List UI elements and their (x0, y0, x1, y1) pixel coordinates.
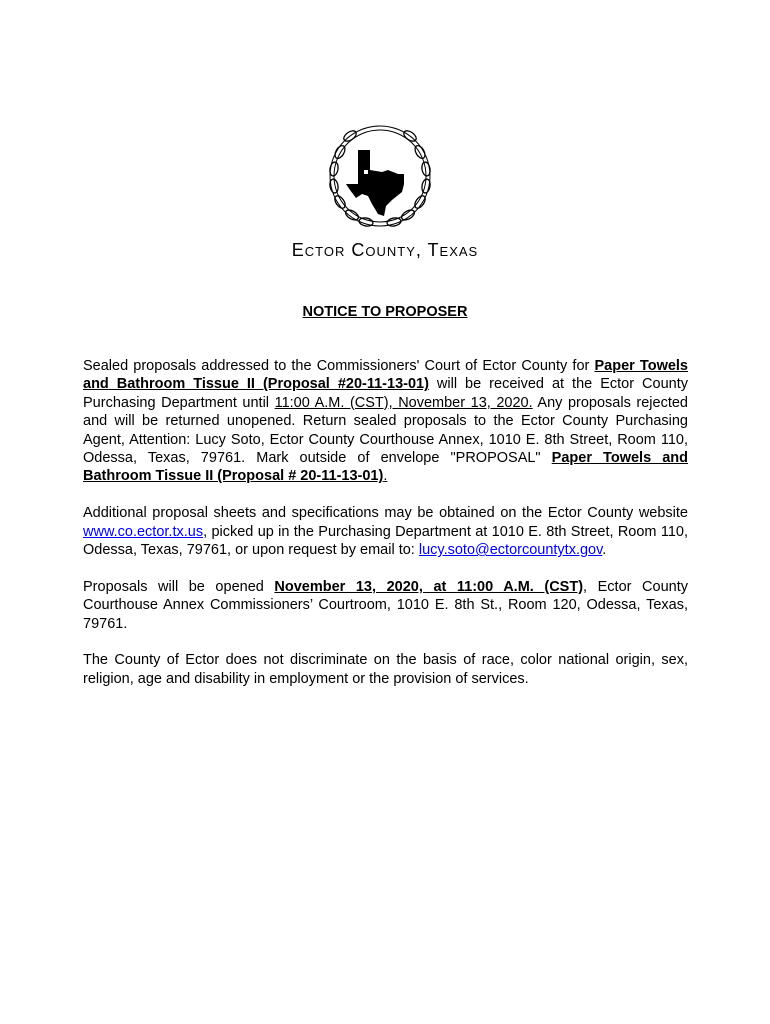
para3-text-1: Proposals will be opened (83, 578, 275, 595)
para2-text-3: . (602, 542, 607, 559)
opening-date: November 13, 2020, at 11:00 A.M. (CST) (274, 578, 584, 595)
envelope-label: Paper Towels and Bathroom Tissue II (Proposal # 20-11-13-01) (83, 450, 688, 485)
para1-text-3: Any proposals rejected and will be returned unopened. Return sealed proposals to the Ector County Purchasing Agent, Attention: Lucy Soto, Ector County Courthouse Annex, 1010 E. 8th Street, Room 110, Odessa, Texas, 79761. Mark outside of envelope "PROPOSAL" (83, 394, 688, 467)
website-link[interactable]: www.co.ector.tx.us (83, 523, 204, 540)
para2-text-1: Additional proposal sheets and specifications may be obtained on the Ector County website (83, 505, 688, 522)
specifications-paragraph (83, 504, 688, 559)
notice-body (83, 357, 688, 707)
county-seal-logo (318, 114, 442, 238)
para1-text-4: . (383, 468, 388, 485)
proposal-paragraph (83, 357, 688, 486)
wreath-texas-seal-icon (318, 114, 442, 238)
para1-text-2: will be received at the Ector County Purchasing Department until (83, 376, 688, 411)
para1-text-1: Sealed proposals addressed to the Commissioners' Court of Ector County for (83, 358, 595, 374)
opening-paragraph (83, 578, 688, 633)
proposal-item-title: Paper Towels and Bathroom Tissue II (Proposal #20-11-13-01) (83, 358, 688, 393)
email-link[interactable]: lucy.soto@ectorcountytx.gov (418, 542, 603, 559)
nondiscrimination-paragraph (83, 651, 688, 688)
proposal-deadline: 11:00 A.M. (CST), November 13, 2020. (274, 394, 533, 411)
notice-title: NOTICE TO PROPOSER (302, 304, 468, 320)
para3-text-2: , Ector County Courthouse Annex Commissioners’ Courtroom, 1010 E. 8th St., Room 120, Odessa, Texas, 79761. (83, 578, 688, 632)
para2-text-2: , picked up in the Purchasing Department at 1010 E. 8th Street, Room 110, Odessa, Texas, 79761, or upon request by email to: (83, 523, 688, 559)
county-name-heading: Ector County, Texas (291, 240, 479, 260)
para4-text: The County of Ector does not discriminate on the basis of race, color national origin, sex, religion, age and disability in employment or the provision of services. (83, 652, 688, 687)
